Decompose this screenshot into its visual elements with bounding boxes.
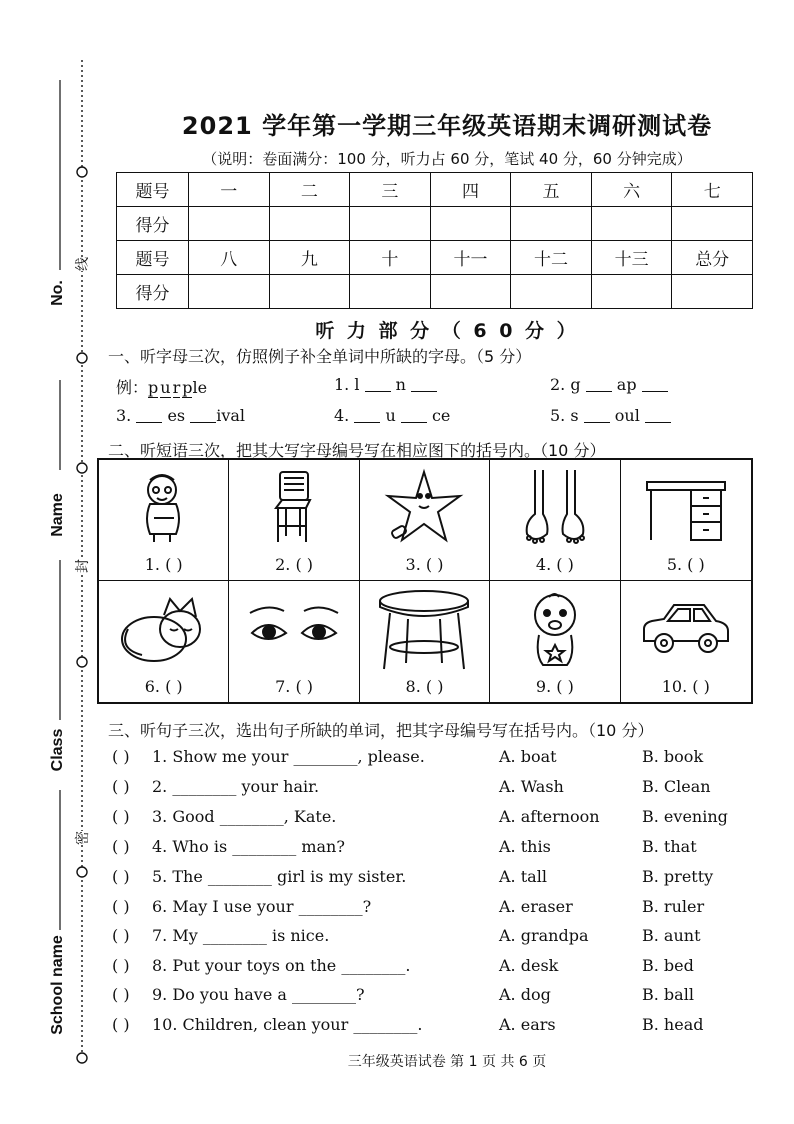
option-b: B. evening [642, 807, 728, 826]
class-label: Class [49, 728, 66, 772]
score-cell: 六 [591, 173, 672, 207]
question-stem: 9. Do you have a ________? [152, 985, 365, 1004]
question-row [112, 777, 752, 803]
example-letter: l [192, 378, 198, 397]
answer-parentheses[interactable]: ( ) [112, 807, 130, 826]
item-text: n [395, 375, 406, 394]
feet-icon [515, 468, 595, 548]
picture-grid [97, 458, 753, 704]
question-row [112, 897, 752, 923]
option-a: A. this [499, 837, 551, 856]
example-letter: p [182, 378, 193, 397]
example-label: 例： [116, 378, 149, 397]
score-input-cell[interactable] [269, 207, 350, 241]
score-input-cell[interactable] [430, 275, 511, 309]
item-text: 2. g [550, 375, 581, 394]
score-input-cell[interactable] [511, 207, 592, 241]
option-b: B. ruler [642, 897, 705, 916]
item-text: 1. l [334, 375, 360, 394]
grandma-icon [124, 468, 204, 548]
picture-cell [229, 460, 359, 581]
student-number-label: No. [49, 280, 66, 306]
exam-note: （说明：卷面满分：100 分，听力占 60 分，笔试 40 分，60 分钟完成） [202, 150, 692, 168]
part1-item-2 [550, 375, 668, 394]
cut-close-text: 密 [72, 831, 92, 845]
option-b: B. ball [642, 985, 694, 1004]
answer-blank[interactable] [190, 408, 216, 423]
item-text: 3. [116, 406, 132, 425]
score-cell: 得分 [117, 275, 189, 309]
question-row [112, 837, 752, 863]
option-a: A. tall [499, 867, 547, 886]
example-letter: u [160, 378, 171, 397]
exam-title: 2021 学年第一学期三年级英语期末调研测试卷 [181, 112, 713, 140]
answer-parentheses[interactable]: ( ) [112, 867, 130, 886]
example-letter: r [172, 378, 181, 397]
option-a: A. grandpa [499, 926, 589, 945]
listening-section-title: 听 力 部 分 （ 6 0 分 ） [315, 320, 579, 342]
eyes-icon [244, 589, 344, 669]
binding-margin [0, 0, 100, 1124]
item-text: ap [616, 375, 637, 394]
option-a: A. afternoon [499, 807, 600, 826]
part1-example [116, 375, 207, 398]
picture-label: 1. ( ) [144, 555, 183, 574]
score-cell: 一 [189, 173, 270, 207]
picture-label: 10. ( ) [661, 677, 710, 696]
answer-blank[interactable] [365, 377, 391, 392]
score-input-cell[interactable] [189, 207, 270, 241]
score-cell: 二 [269, 173, 350, 207]
answer-blank[interactable] [136, 408, 162, 423]
question-stem: 1. Show me your ________, please. [152, 747, 425, 766]
part1-item-1 [334, 375, 437, 394]
answer-parentheses[interactable]: ( ) [112, 956, 130, 975]
score-cell: 题号 [117, 173, 189, 207]
question-stem: 7. My ________ is nice. [152, 926, 330, 945]
picture-label: 2. ( ) [275, 555, 314, 574]
picture-cell [99, 581, 229, 702]
part1-item-5 [550, 406, 671, 425]
answer-parentheses[interactable]: ( ) [112, 985, 130, 1004]
picture-label: 4. ( ) [535, 555, 574, 574]
picture-label: 7. ( ) [275, 677, 314, 696]
option-a: A. boat [499, 747, 557, 766]
score-input-cell[interactable] [430, 207, 511, 241]
item-text: ce [431, 406, 451, 425]
question-stem: 4. Who is ________ man? [152, 837, 345, 856]
chair-icon [254, 468, 334, 548]
answer-parentheses[interactable]: ( ) [112, 926, 130, 945]
score-table [116, 172, 753, 309]
picture-cell [360, 581, 490, 702]
option-a: A. Wash [499, 777, 564, 796]
option-b: B. head [642, 1015, 704, 1034]
question-stem: 10. Children, clean your ________. [152, 1015, 423, 1034]
score-input-cell[interactable] [189, 275, 270, 309]
item-text: 5. s [550, 406, 579, 425]
student-name-label: Name [49, 493, 66, 537]
answer-blank[interactable] [642, 377, 668, 392]
option-b: B. aunt [642, 926, 701, 945]
picture-label: 6. ( ) [144, 677, 183, 696]
option-a: A. eraser [499, 897, 573, 916]
part2-heading: 二、听短语三次，把其大写字母编号写在相应图下的括号内。（10 分） [108, 441, 606, 460]
item-text: es [167, 406, 186, 425]
item-text: 4. [334, 406, 350, 425]
part1-heading: 一、听字母三次，仿照例子补全单词中所缺的字母。（5 分） [108, 347, 532, 366]
score-cell: 题号 [117, 241, 189, 275]
picture-label: 3. ( ) [405, 555, 444, 574]
example-letter: p [148, 378, 159, 397]
option-b: B. book [642, 747, 704, 766]
cut-line-text: 线 [72, 257, 92, 271]
part1-item-3 [116, 406, 245, 425]
score-input-cell[interactable] [672, 207, 753, 241]
picture-label: 9. ( ) [535, 677, 574, 696]
item-text: u [385, 406, 396, 425]
question-row [112, 807, 752, 833]
score-table-row [117, 207, 753, 241]
answer-blank[interactable] [584, 408, 610, 423]
picture-label: 8. ( ) [405, 677, 444, 696]
score-input-cell[interactable] [350, 207, 431, 241]
page-footer: 三年级英语试卷 第 1 页 共 6 页 [347, 1054, 547, 1070]
question-row [112, 1015, 752, 1041]
example-letter: e [197, 378, 208, 397]
score-cell: 十二 [511, 241, 592, 275]
baby-icon [515, 589, 595, 673]
answer-blank[interactable] [645, 408, 671, 423]
part3-heading: 三、听句子三次，选出句子所缺的单词，把其字母编号写在括号内。（10 分） [108, 721, 654, 740]
question-row [112, 985, 752, 1011]
picture-cell [490, 581, 620, 702]
score-cell: 得分 [117, 207, 189, 241]
table-icon [374, 589, 474, 673]
score-cell: 十 [350, 241, 431, 275]
cat-icon [114, 589, 214, 669]
question-stem: 2. ________ your hair. [152, 777, 320, 796]
answer-parentheses[interactable]: ( ) [112, 777, 130, 796]
picture-cell [229, 581, 359, 702]
answer-parentheses[interactable]: ( ) [112, 1015, 130, 1034]
part1-item-4 [334, 406, 450, 425]
answer-blank[interactable] [354, 408, 380, 423]
item-text: ival [216, 406, 246, 425]
picture-cell [99, 460, 229, 581]
starfish-toy-icon [384, 468, 464, 548]
answer-parentheses[interactable]: ( ) [112, 747, 130, 766]
score-cell: 七 [672, 173, 753, 207]
desk-icon [641, 468, 731, 548]
score-cell: 五 [511, 173, 592, 207]
picture-cell [360, 460, 490, 581]
score-input-cell[interactable] [591, 207, 672, 241]
score-input-cell[interactable] [350, 275, 431, 309]
answer-blank[interactable] [411, 377, 437, 392]
question-row [112, 747, 752, 773]
score-cell: 三 [350, 173, 431, 207]
option-a: A. ears [499, 1015, 556, 1034]
answer-parentheses[interactable]: ( ) [112, 897, 130, 916]
score-table-row [117, 275, 753, 309]
option-b: B. bed [642, 956, 694, 975]
picture-cell [621, 460, 751, 581]
question-stem: 8. Put your toys on the ________. [152, 956, 411, 975]
option-b: B. that [642, 837, 697, 856]
score-cell: 总分 [672, 241, 753, 275]
option-a: A. desk [499, 956, 559, 975]
score-cell: 十一 [430, 241, 511, 275]
answer-blank[interactable] [401, 408, 427, 423]
question-stem: 3. Good ________, Kate. [152, 807, 337, 826]
score-cell: 九 [269, 241, 350, 275]
score-cell: 四 [430, 173, 511, 207]
school-name-label: School name [49, 935, 66, 1035]
cut-seal-text: 封 [72, 559, 92, 573]
option-b: B. pretty [642, 867, 714, 886]
answer-blank[interactable] [586, 377, 612, 392]
question-stem: 6. May I use your ________? [152, 897, 372, 916]
item-text: oul [614, 406, 640, 425]
answer-parentheses[interactable]: ( ) [112, 837, 130, 856]
question-row [112, 867, 752, 893]
picture-cell [621, 581, 751, 702]
option-a: A. dog [499, 985, 551, 1004]
picture-cell [490, 460, 620, 581]
picture-label: 5. ( ) [666, 555, 705, 574]
question-row [112, 956, 752, 982]
option-b: B. Clean [642, 777, 711, 796]
score-input-cell[interactable] [672, 275, 753, 309]
score-cell: 八 [189, 241, 270, 275]
score-input-cell[interactable] [269, 275, 350, 309]
score-input-cell[interactable] [511, 275, 592, 309]
score-table-row [117, 241, 753, 275]
score-cell: 十三 [591, 241, 672, 275]
question-row [112, 926, 752, 952]
score-table-row [117, 173, 753, 207]
question-stem: 5. The ________ girl is my sister. [152, 867, 407, 886]
score-input-cell[interactable] [591, 275, 672, 309]
car-icon [636, 589, 736, 669]
